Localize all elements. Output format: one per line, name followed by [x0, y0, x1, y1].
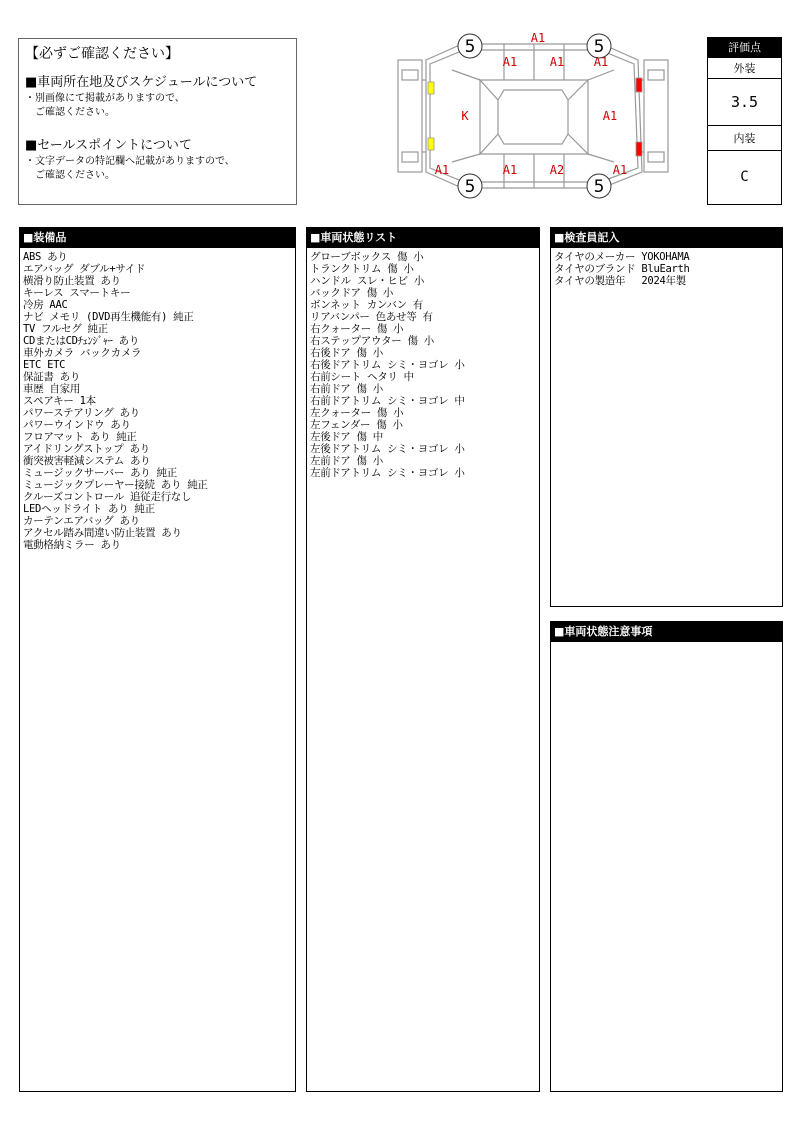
- list-item: アイドリングストップ あり: [23, 443, 150, 455]
- list-item: スペアキー 1本: [23, 395, 96, 407]
- list-item: CDまたはCDﾁｪﾝｼﾞｬｰ あり: [23, 335, 140, 347]
- list-item: ミュージックプレーヤー接続 あり 純正: [23, 479, 208, 491]
- condition-list: [307, 248, 539, 479]
- list-item: 右前ドア 傷 小: [310, 383, 383, 395]
- notes-list: [551, 642, 782, 645]
- list-item: 右クォーター 傷 小: [310, 323, 404, 335]
- equipment-panel: [19, 227, 296, 1092]
- list-item: エアバッグ ダブル+サイド: [23, 263, 146, 275]
- list-item: 右前シート ヘタリ 中: [310, 371, 414, 383]
- damage-code: A1: [612, 163, 628, 177]
- list-item: 電動格納ミラー あり: [23, 539, 121, 551]
- list-item: 左後ドア 傷 中: [310, 431, 383, 443]
- car-damage-diagram: [392, 30, 674, 202]
- list-item: カーテンエアバッグ あり: [23, 515, 140, 527]
- interior-score: C: [740, 169, 749, 185]
- list-item: 左後ドアトリム シミ・ヨゴレ 小: [310, 443, 465, 455]
- tire-grade-front-right: 5: [593, 37, 605, 57]
- list-item: タイヤのブランド BluEarth: [554, 263, 690, 275]
- notice-salespoint-text: ・文字データの特記欄へ記載がありますので、 ご確認ください。: [25, 156, 235, 181]
- list-item: 左フェンダー 傷 小: [310, 419, 403, 431]
- list-item: ミュージックサーバー あり 純正: [23, 467, 177, 479]
- list-item: フロアマット あり 純正: [23, 431, 137, 443]
- notes-panel: [550, 621, 783, 1092]
- list-item: 保証書 あり: [23, 371, 81, 383]
- equipment-list: [20, 248, 295, 551]
- damage-code: A1: [502, 163, 518, 177]
- list-item: ETC ETC: [23, 359, 66, 371]
- interior-label: 内装: [708, 126, 781, 151]
- equipment-header: ■装備品: [20, 228, 295, 248]
- tire-grade-front-left: 5: [464, 37, 476, 57]
- condition-panel: [306, 227, 540, 1092]
- damage-code: A1: [530, 31, 546, 45]
- list-item: ナビ メモリ (DVD再生機能有) 純正: [23, 311, 194, 323]
- damage-code: A1: [602, 109, 618, 123]
- grade-box: [707, 37, 782, 205]
- notice-box: [18, 38, 297, 205]
- list-item: 右前ドアトリム シミ・ヨゴレ 中: [310, 395, 465, 407]
- list-item: 横滑り防止装置 あり: [23, 275, 121, 287]
- notice-location-heading: ■車両所在地及びスケジュールについて: [25, 75, 258, 90]
- list-item: TV フルセグ 純正: [23, 323, 108, 335]
- list-item: 右後ドアトリム シミ・ヨゴレ 小: [310, 359, 465, 371]
- list-item: バックドア 傷 小: [310, 287, 394, 299]
- list-item: ABS あり: [23, 251, 68, 263]
- notes-header: ■車両状態注意事項: [551, 622, 782, 642]
- notice-title: 【必ずご確認ください】: [25, 46, 179, 62]
- damage-code: A2: [549, 163, 565, 177]
- list-item: クルーズコントロール 追従走行なし: [23, 491, 192, 503]
- list-item: キーレス スマートキー: [23, 287, 131, 299]
- list-item: 車歴 自家用: [23, 383, 81, 395]
- damage-code: K: [461, 109, 469, 123]
- list-item: タイヤのメーカー YOKOHAMA: [554, 251, 690, 263]
- inspector-header: ■検査員記入: [551, 228, 782, 248]
- list-item: 左クォーター 傷 小: [310, 407, 404, 419]
- list-item: ハンドル スレ・ヒビ 小: [310, 275, 425, 287]
- list-item: 右後ドア 傷 小: [310, 347, 383, 359]
- list-item: タイヤの製造年 2024年製: [554, 275, 686, 287]
- list-item: リアバンパー 色あせ等 有: [310, 311, 433, 323]
- tire-grade-rear-left: 5: [464, 177, 476, 197]
- list-item: トランクトリム 傷 小: [310, 263, 414, 275]
- damage-code: A1: [502, 55, 518, 69]
- condition-header: ■車両状態リスト: [307, 228, 539, 248]
- list-item: 車外カメラ バックカメラ: [23, 347, 142, 359]
- inspector-list: [551, 248, 782, 287]
- grade-header: 評価点: [708, 38, 781, 58]
- inspector-panel: [550, 227, 783, 607]
- list-item: LEDヘッドライト あり 純正: [23, 503, 155, 515]
- damage-code: A1: [549, 55, 565, 69]
- list-item: 左前ドア 傷 小: [310, 455, 383, 467]
- list-item: アクセル踏み間違い防止装置 あり: [23, 527, 182, 539]
- list-item: ボンネット カンバン 有: [310, 299, 423, 311]
- damage-code: A1: [434, 163, 450, 177]
- list-item: 左前ドアトリム シミ・ヨゴレ 小: [310, 467, 465, 479]
- list-item: 右ステップアウター 傷 小: [310, 335, 434, 347]
- list-item: 衝突被害軽減システム あり: [23, 455, 151, 467]
- tire-grade-rear-right: 5: [593, 177, 605, 197]
- exterior-score: 3.5: [708, 79, 781, 126]
- list-item: グローブボックス 傷 小: [310, 251, 424, 263]
- notice-location-text: ・別画像にて掲載がありますので、 ご確認ください。: [25, 93, 185, 118]
- list-item: パワーステアリング あり: [23, 407, 140, 419]
- list-item: 冷房 AAC: [23, 299, 68, 311]
- notice-salespoint-heading: ■セールスポイントについて: [25, 138, 192, 153]
- exterior-label: 外装: [708, 58, 781, 79]
- damage-code: A1: [593, 55, 609, 69]
- list-item: パワーウインドウ あり: [23, 419, 131, 431]
